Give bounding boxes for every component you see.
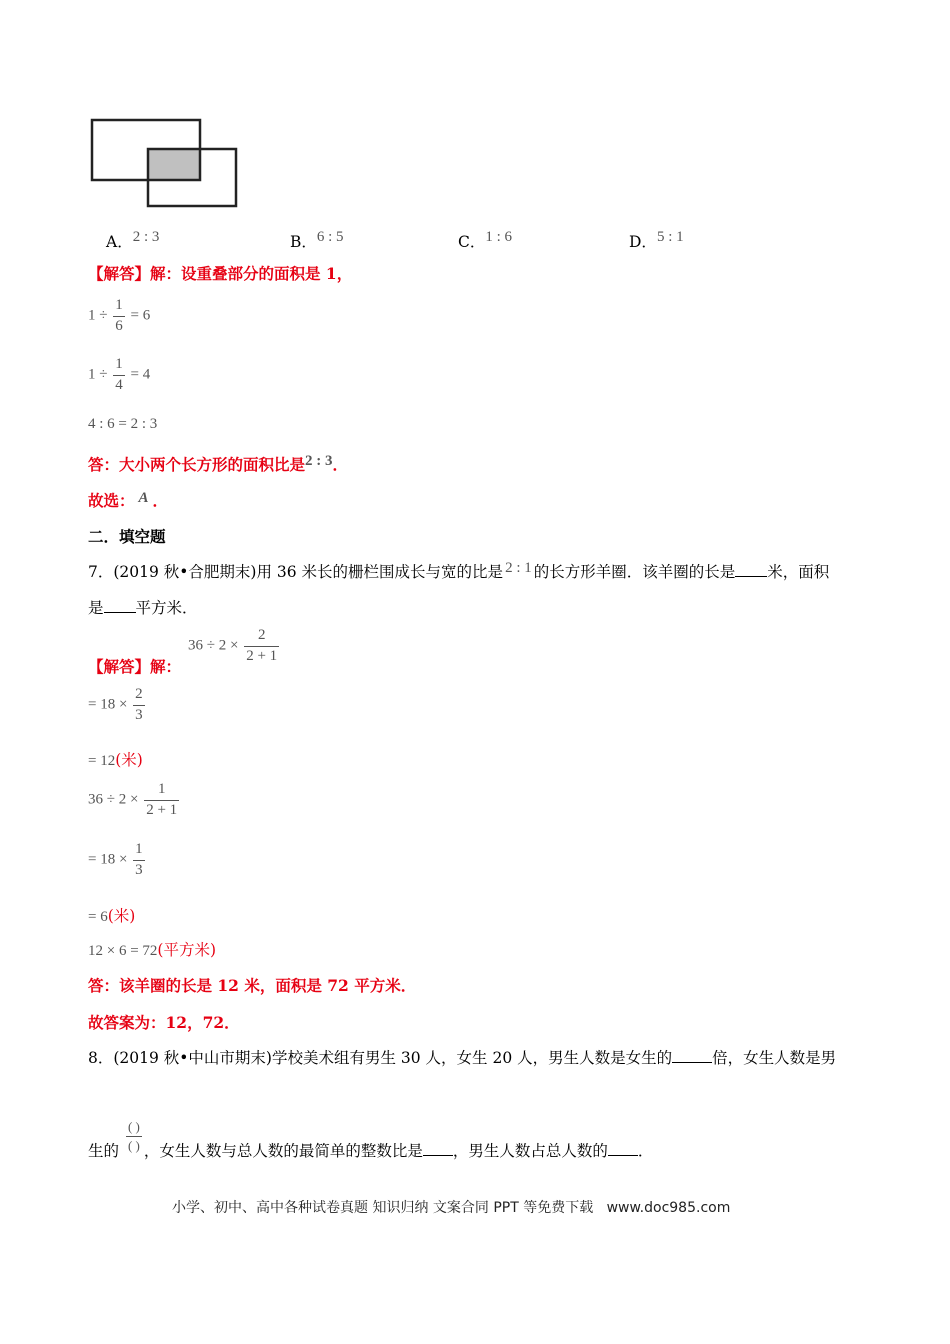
answer-blank[interactable] (735, 562, 767, 577)
page-footer: 小学、初中、高中各种试卷真题 知识归纳 文案合同 PPT 等免费下载 www.doc985.com (172, 1200, 731, 1216)
q7-calc-line-3: = 12(米) (88, 751, 143, 769)
fraction: $\frac{2}{2 + 1}$ (246, 627, 278, 664)
q6-answer: 答：大小两个长方形的面积比是2 : 3． (88, 453, 349, 474)
fraction: $\frac{2}{3}$ (135, 686, 143, 723)
q8-question-line-2: 生的 $\frac{( )}{( )}$ ，女生人数与总人数的最简单的整数比是 ，男生人数占总人数的 ． (88, 1119, 654, 1161)
answer-blank[interactable] (608, 1141, 638, 1156)
fraction: $\frac{1}{4}$ (115, 356, 123, 393)
answer-blank[interactable] (423, 1141, 453, 1156)
fraction: $\frac{1}{6}$ (115, 297, 123, 334)
q6-calc-line-3: 4 : 6 = 2 : 3 (88, 416, 158, 432)
q6-solution-intro: 【解答】解：设重叠部分的面积是 1， (88, 264, 353, 283)
q7-calc-line-1: 36 ÷ 2 × $\frac{2}{2 + 1}$ (188, 627, 278, 664)
q7-calc-line-4: 36 ÷ 2 × $\frac{1}{2 + 1}$ (88, 781, 178, 818)
q6-choice: 故选： A ． (88, 490, 169, 510)
q7-answer: 答：该羊圈的长是 12 米，面积是 72 平方米． (88, 976, 417, 995)
section-title: 二．填空题 (88, 527, 166, 546)
fraction: $\frac{1}{3}$ (135, 841, 143, 878)
q6-calc-line-2: 1 ÷ $\frac{1}{4}$ = 4 (88, 356, 151, 393)
q7-final-answer: 故答案为：12，72． (88, 1013, 240, 1032)
option-c[interactable]: C．1 : 6 (458, 229, 513, 251)
q7-question-line-2: 是 平方米． (88, 599, 198, 617)
q7-question-line-1: 7．(2019 秋•合肥期末)用 36 米长的栅栏围成长与宽的比是 2 : 1 的长方形羊圈．该羊圈的长是 米，面积 (88, 560, 830, 581)
q7-calc-line-7: 12 × 6 = 72(平方米) (88, 941, 217, 959)
q7-calc-line-6: = 6(米) (88, 907, 136, 925)
answer-blank[interactable] (672, 1048, 712, 1063)
q7-solution-intro: 【解答】解： (88, 657, 182, 676)
blank-fraction[interactable]: $\frac{( )}{( )}$ (127, 1119, 140, 1153)
option-a[interactable]: A．2 : 3 (106, 229, 160, 251)
q7-calc-line-2: = 18 × $\frac{2}{3}$ (88, 686, 143, 723)
option-d[interactable]: D．5 : 1 (629, 229, 684, 251)
q7-calc-line-5: = 18 × $\frac{1}{3}$ (88, 841, 143, 878)
footer-url[interactable]: www.doc985.com (606, 1200, 731, 1216)
overlap-shaded-region (148, 149, 200, 180)
answer-blank[interactable] (104, 598, 136, 613)
overlapping-rectangles-figure (85, 115, 245, 211)
option-b[interactable]: B．6 : 5 (290, 229, 344, 251)
q6-calc-line-1: 1 ÷ $\frac{1}{6}$ = 6 (88, 297, 151, 334)
q8-question-line-1: 8．(2019 秋•中山市期末)学校美术组有男生 30 人，女生 20 人，男生人数是女生的 倍，女生人数是男 (88, 1049, 837, 1067)
fraction: $\frac{1}{2 + 1}$ (146, 781, 178, 818)
